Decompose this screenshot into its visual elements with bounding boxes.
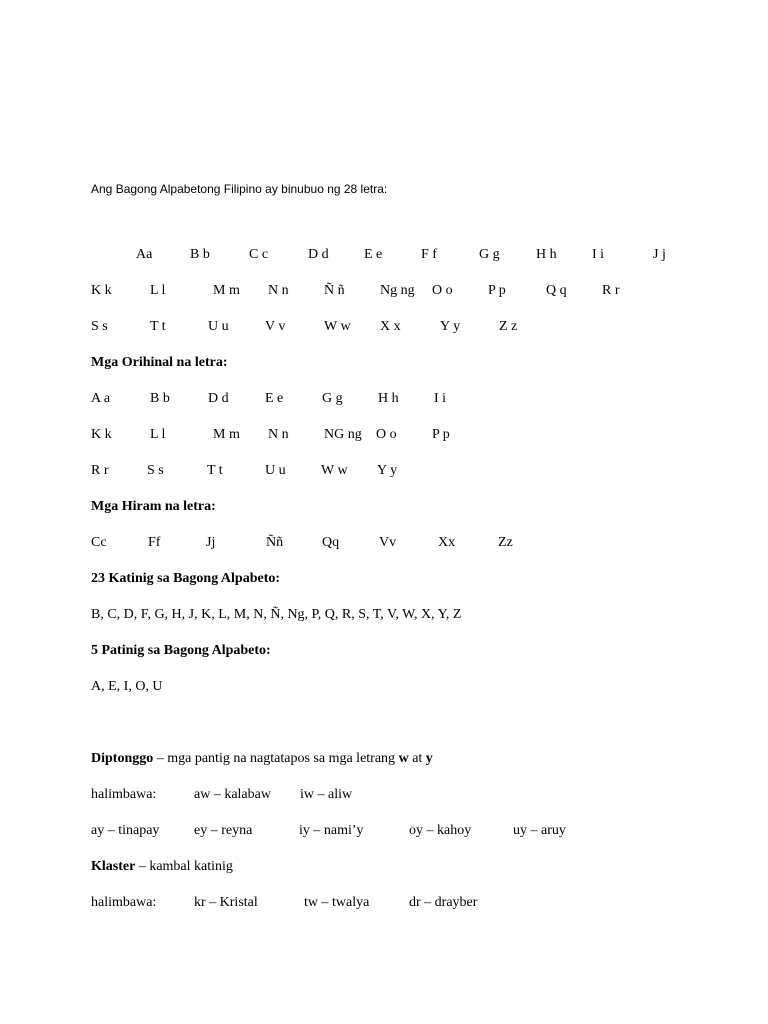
orihinal-letter: H h (378, 391, 399, 406)
alphabet-row-2 (0, 282, 768, 300)
diptonggo-term: Diptonggo (91, 751, 154, 766)
orihinal-letter: A a (91, 391, 111, 406)
alphabet-letter: Y y (440, 319, 461, 334)
orihinal-letter: D d (208, 391, 229, 406)
alphabet-letter: G g (479, 247, 500, 262)
orihinal-letter: K k (91, 427, 112, 442)
example-item: dr – drayber (409, 895, 478, 910)
orihinal-row-3 (0, 462, 768, 480)
alphabet-letter: Q q (546, 283, 567, 298)
alphabet-letter: F f (421, 247, 437, 262)
example-item: uy – aruy (513, 823, 566, 838)
alphabet-letter: X x (380, 319, 401, 334)
hiram-letter: Qq (322, 535, 340, 550)
orihinal-letter: R r (91, 463, 109, 478)
orihinal-letter: Y y (377, 463, 398, 478)
example-item: kr – Kristal (194, 895, 258, 910)
alphabet-letter: E e (364, 247, 383, 262)
hiram-letter: Vv (379, 535, 397, 550)
diptonggo-at: at (408, 751, 426, 766)
alphabet-letter: V v (265, 319, 286, 334)
intro-suffix: ay binubuo ng 28 letra: (261, 182, 388, 196)
alphabet-letter: B b (190, 247, 210, 262)
orihinal-row-1 (0, 390, 768, 408)
alphabet-row-3 (0, 318, 768, 336)
example-item: ay – tinapay (91, 823, 160, 838)
intro-line (91, 180, 387, 198)
alphabet-letter: M m (213, 283, 240, 298)
hiram-letter: Cc (91, 535, 107, 550)
intro-prefix: Ang (91, 182, 116, 196)
hiram-letter: Xx (438, 535, 456, 550)
orihinal-letter: M m (213, 427, 240, 442)
alphabet-letter: H h (536, 247, 557, 262)
hiram-letter: Ññ (266, 535, 284, 550)
orihinal-letter: E e (265, 391, 284, 406)
diptonggo-example-row-1 (0, 786, 768, 804)
orihinal-letter: G g (322, 391, 343, 406)
orihinal-letter: L l (150, 427, 166, 442)
orihinal-row-2 (0, 426, 768, 444)
patinig-list: A, E, I, O, U (91, 679, 163, 694)
alphabet-row-1 (0, 246, 768, 264)
example-label: halimbawa: (91, 895, 157, 910)
alphabet-letter: S s (91, 319, 108, 334)
orihinal-letter: T t (207, 463, 223, 478)
katinig-list: B, C, D, F, G, H, J, K, L, M, N, Ñ, Ng, P, Q, R, S, T, V, W, X, Y, Z (91, 607, 462, 622)
klaster-text: – kambal katinig (135, 859, 233, 874)
hiram-letter: Ff (148, 535, 161, 550)
alphabet-letter: Ng ng (380, 283, 415, 298)
diptonggo-text: – mga pantig na nagtatapos sa mga letrang (153, 751, 399, 766)
hiram-letter: Zz (498, 535, 513, 550)
example-item: ey – reyna (194, 823, 253, 838)
example-item: oy – kahoy (409, 823, 472, 838)
alphabet-letter: P p (488, 283, 506, 298)
diptonggo-example-row-2 (0, 822, 768, 840)
alphabet-letter: D d (308, 247, 329, 262)
klaster-example-row (0, 894, 768, 912)
orihinal-letter: O o (376, 427, 397, 442)
example-item: aw – kalabaw (194, 787, 271, 802)
alphabet-letter: K k (91, 283, 112, 298)
alphabet-letter: Z z (499, 319, 518, 334)
alphabet-letter: W w (324, 319, 351, 334)
diptonggo-y: y (425, 751, 433, 766)
alphabet-letter: R r (602, 283, 620, 298)
alphabet-letter: T t (150, 319, 166, 334)
alphabet-letter: L l (150, 283, 166, 298)
alphabet-letter: I i (592, 247, 605, 262)
alphabet-letter: J j (653, 247, 666, 262)
diptonggo-definition (91, 750, 433, 768)
alphabet-letter: Aa (136, 247, 153, 262)
orihinal-letter: U u (265, 463, 286, 478)
orihinal-heading: Mga Orihinal na letra: (91, 355, 228, 370)
diptonggo-w: w (398, 751, 409, 766)
example-item: iy – nami’y (299, 823, 364, 838)
orihinal-letter: S s (147, 463, 164, 478)
hiram-row (0, 534, 768, 552)
alphabet-letter: N n (268, 283, 289, 298)
alphabet-letter: O o (432, 283, 453, 298)
hiram-letter: Jj (206, 535, 216, 550)
orihinal-letter: W w (321, 463, 348, 478)
orihinal-letter: P p (432, 427, 450, 442)
katinig-heading: 23 Katinig sa Bagong Alpabeto: (91, 571, 281, 586)
intro-highlight: Bagong Alpabetong Filipino (115, 182, 262, 196)
orihinal-letter: B b (150, 391, 170, 406)
orihinal-letter: N n (268, 427, 289, 442)
klaster-term: Klaster (91, 859, 136, 874)
example-item: tw – twalya (304, 895, 370, 910)
orihinal-letter: I i (434, 391, 447, 406)
alphabet-letter: U u (208, 319, 229, 334)
orihinal-letter: NG ng (324, 427, 362, 442)
hiram-heading: Mga Hiram na letra: (91, 499, 216, 514)
klaster-definition (91, 858, 233, 876)
alphabet-letter: Ñ ñ (324, 283, 345, 298)
patinig-heading: 5 Patinig sa Bagong Alpabeto: (91, 643, 271, 658)
alphabet-letter: C c (249, 247, 269, 262)
example-item: iw – aliw (300, 787, 353, 802)
example-label: halimbawa: (91, 787, 157, 802)
